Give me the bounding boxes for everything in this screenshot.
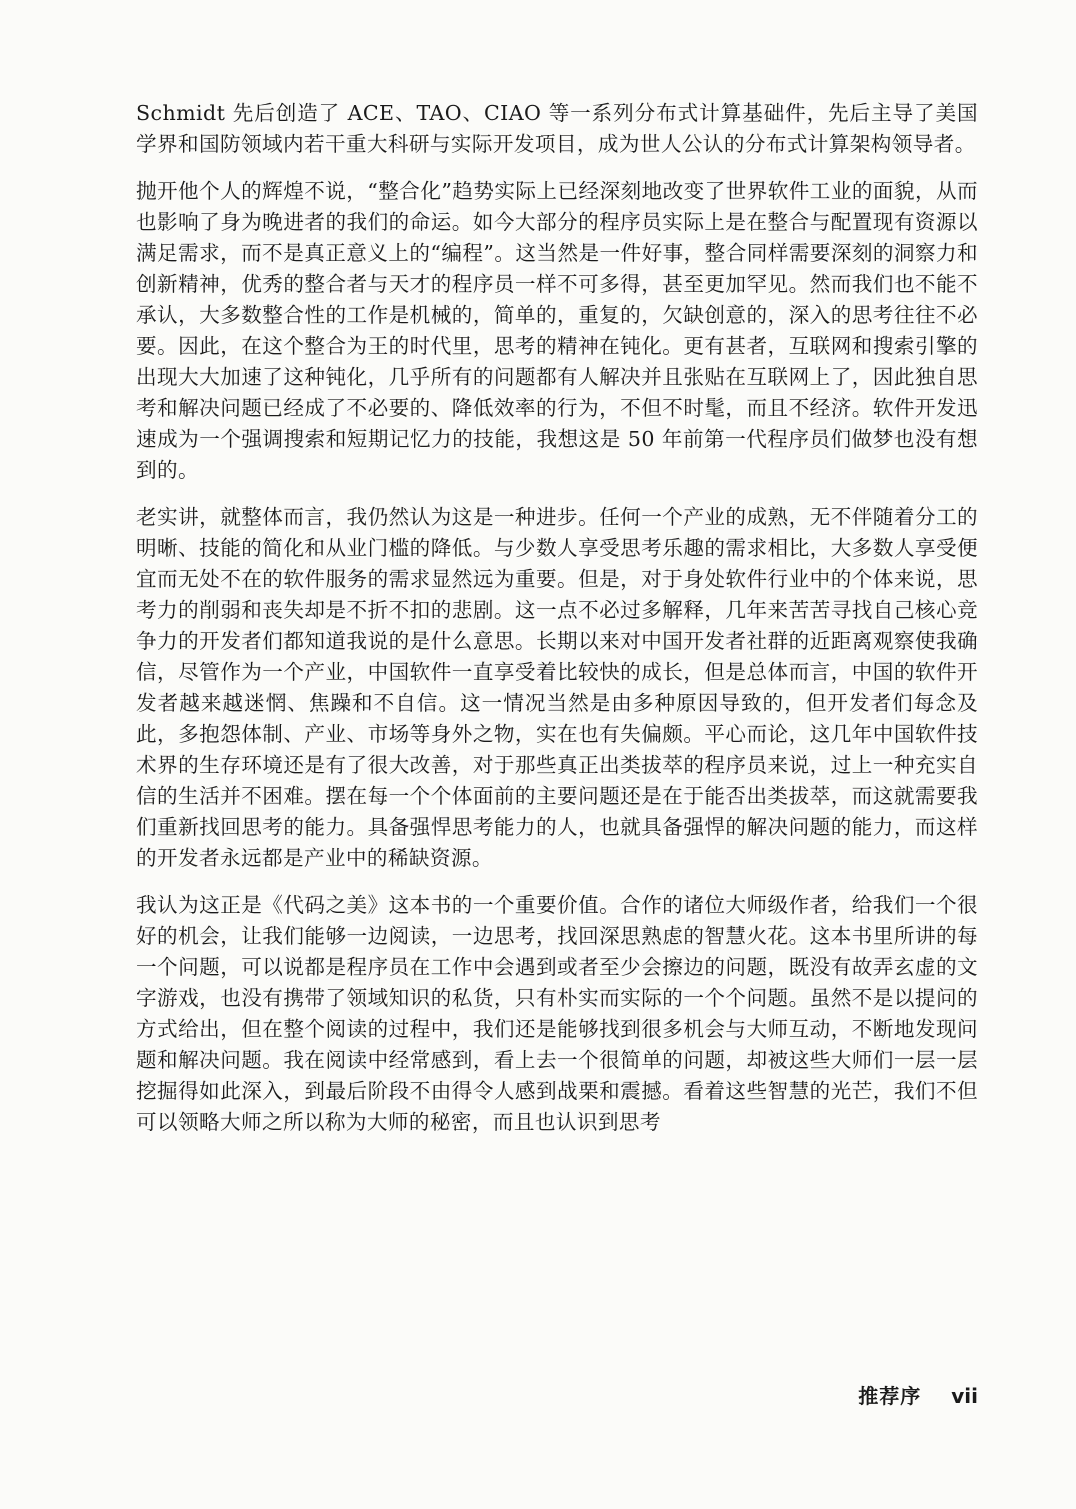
body-text [136,98,978,1138]
running-head: 推荐序 [858,1384,922,1408]
paragraph-2: 抛开他个人的辉煌不说，“整合化”趋势实际上已经深刻地改变了世界软件工业的面貌，从而也影响了身为晚进者的我们的命运。如今大部分的程序员实际上是在整合与配置现有资源以满足需求，而不是真正意义上的“编程”。这当然是一件好事，整合同样需要深刻的洞察力和创新精神，优秀的整合者与天才的程序员一样不可多得，甚至更加罕见。然而我们也不能不承认，大多数整合性的工作是机械的，简单的，重复的，欠缺创意的，深入的思考往往不必要。因此，在这个整合为王的时代里，思考的精神在钝化。更有甚者，互联网和搜索引擎的出现大大加速了这种钝化，几乎所有的问题都有人解决并且张贴在互联网上了，因此独自思考和解决问题已经成了不必要的、降低效率的行为，不但不时髦，而且不经济。软件开发迅速成为一个强调搜索和短期记忆力的技能，我想这是 50 年前第一代程序员们做梦也没有想到的。 [136,179,978,482]
paragraph-1: Schmidt 先后创造了 ACE、TAO、CIAO 等一系列分布式计算基础件，先后主导了美国学界和国防领域内若干重大科研与实际开发项目，成为世人公认的分布式计算架构领导者。 [136,101,978,156]
page-footer [858,1380,978,1409]
paragraph-4: 我认为这正是《代码之美》这本书的一个重要价值。合作的诸位大师级作者，给我们一个很好的机会，让我们能够一边阅读，一边思考，找回深思熟虑的智慧火花。这本书里所讲的每一个问题，可以说都是程序员在工作中会遇到或者至少会擦边的问题，既没有故弄玄虚的文字游戏，也没有携带了领域知识的私货，只有朴实而实际的一个个问题。虽然不是以提问的方式给出，但在整个阅读的过程中，我们还是能够找到很多机会与大师互动，不断地发现问题和解决问题。我在阅读中经常感到，看上去一个很简单的问题，却被这些大师们一层一层挖掘得如此深入，到最后阶段不由得令人感到战栗和震撼。看着这些智慧的光芒，我们不但可以领略大师之所以称为大师的秘密，而且也认识到思考 [136,893,978,1134]
paragraph-3: 老实讲，就整体而言，我仍然认为这是一种进步。任何一个产业的成熟，无不伴随着分工的明晰、技能的简化和从业门槛的降低。与少数人享受思考乐趣的需求相比，大多数人享受便宜而无处不在的软件服务的需求显然远为重要。但是，对于身处软件行业中的个体来说，思考力的削弱和丧失却是不折不扣的悲剧。这一点不必过多解释，几年来苦苦寻找自己核心竞争力的开发者们都知道我说的是什么意思。长期以来对中国开发者社群的近距离观察使我确信，尽管作为一个产业，中国软件一直享受着比较快的成长，但是总体而言，中国的软件开发者越来越迷惘、焦躁和不自信。这一情况当然是由多种原因导致的，但开发者们每念及此，多抱怨体制、产业、市场等身外之物，实在也有失偏颇。平心而论，这几年中国软件技术界的生存环境还是有了很大改善，对于那些真正出类拔萃的程序员来说，过上一种充实自信的生活并不困难。摆在每一个个体面前的主要问题还是在于能否出类拔萃，而这就需要我们重新找回思考的能力。具备强悍思考能力的人，也就具备强悍的解决问题的能力，而这样的开发者永远都是产业中的稀缺资源。 [136,505,978,870]
page-number: vii [951,1384,978,1408]
